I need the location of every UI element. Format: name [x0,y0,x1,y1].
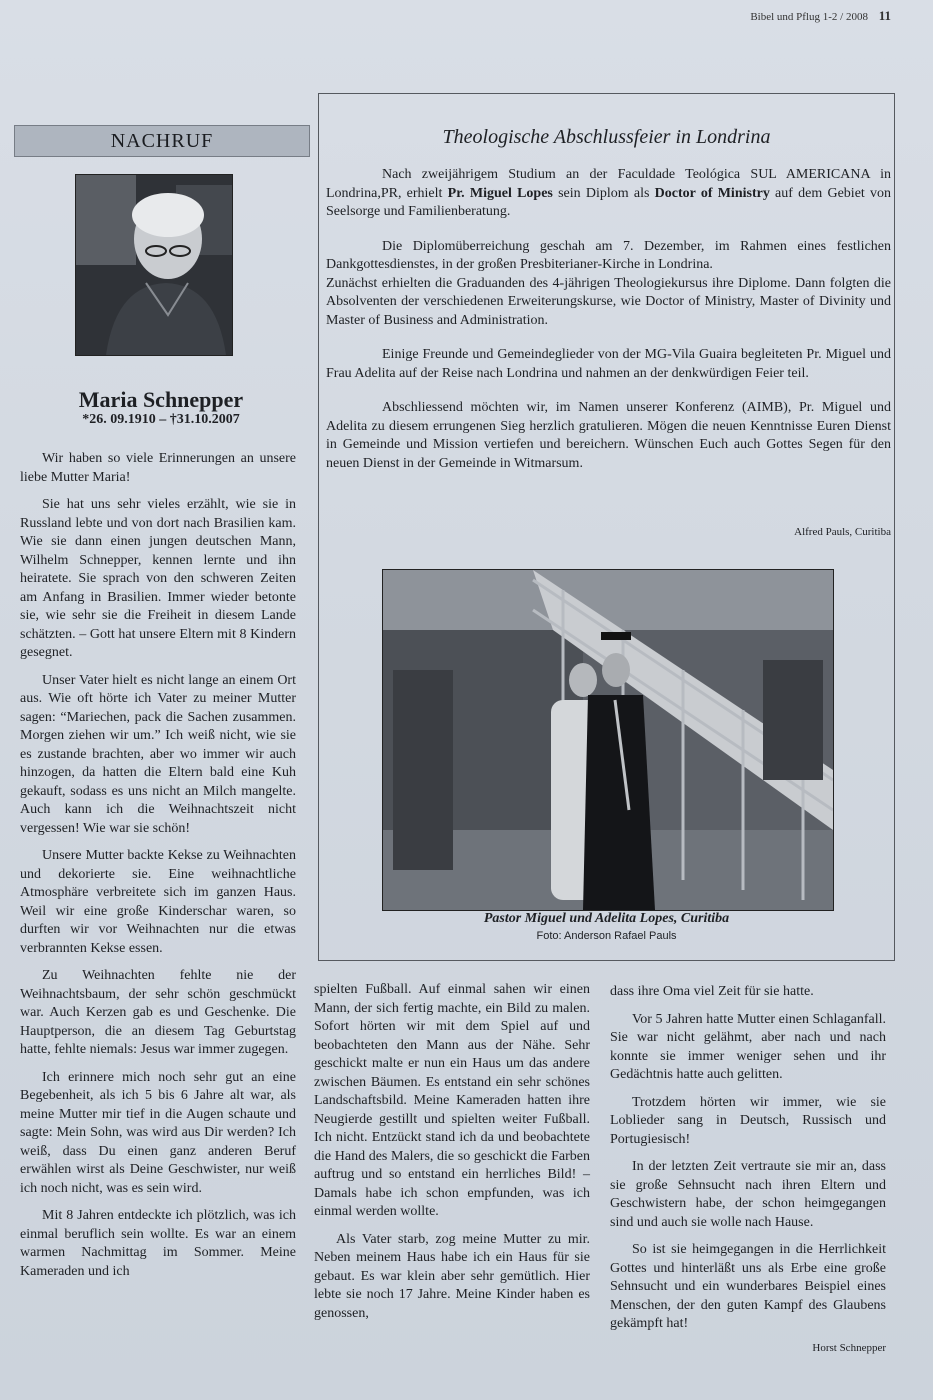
paragraph: Als Vater starb, zog meine Mutter zu mir. Neben meinem Haus habe ich ein Haus für sie gebaut. Es war klein aber sehr gemütlich. Hier lebte sie noch 17 Jahre. Meine Kinder haben es genossen, [314,1231,590,1321]
paragraph: Abschliessend möchten wir, im Namen unserer Konferenz (AIMB), Pr. Miguel und Adelita zu diesem errungenen Sieg herzlich gratulieren. Mögen die neuen Kenntnisse Euren Dienst in Gemeinde und Mission vertiefen und bereichern. Wünschen Euch auch Gottes Segen für den neuen Dienst in der Gemeinde in Witmarsum. [326,400,891,471]
obituary-column-3 [610,983,886,1357]
paragraph: spielten Fußball. Auf einmal sahen wir einen Mann, der sich fertig machte, ein Bild zu malen. Sofort hörten wir mit dem Spiel auf und beobachteten den Mann aus der Nähe. Sehr geschickt malte er nun ein Haus um das andere zwischen Bäumen. Es entstand ein sehr schönes Landschaftsbild. Meine Kameraden hatten ihre Neugierde gestillt und spielten weiter Fußball. Ich nicht. Entzückt stand ich da und beobachtete die Hand des Malers, die so geschickt die Farben auftrug und so entstand ein herrliches Bild! – Damals habe ich schon empfunden, was ich einmal werden wollte. [314,982,590,1219]
obituary-signature: Horst Schnepper [812,1341,886,1354]
paragraph: Einige Freunde und Gemeindeglieder von der MG-Vila Guaira begleiteten Pr. Miguel und Frau Adelita auf der Reise nach Londrina und nahmen an der denkwürdigen Feier teil. [326,347,891,381]
paragraph: Wir haben so viele Erinnerungen an unsere liebe Mutter Maria! [20,451,296,485]
paragraph: Vor 5 Jahren hatte Mutter einen Schlaganfall. Sie war nicht gelähmt, aber nach und nach konnte sie immer weniger sehen und ihr Gedächtnis hatte auch gelitten. [610,1011,886,1082]
deceased-name: Maria Schnepper [78,387,244,412]
graduation-photo [382,569,834,911]
portrait-photo [75,174,233,356]
article-author: Alfred Pauls, Curitiba [794,526,891,538]
graduate-name: Pr. Miguel Lopes [447,185,553,201]
paragraph: In der letzten Zeit vertraute sie mir an, dass sie große Sehnsucht nach ihren Eltern und Geschwistern habe, der schon heimgegangen sind und auch sie wolle nach Hause. [610,1159,886,1230]
paragraph: Zu Weihnachten fehlte nie der Weihnachtsbaum, der sehr schön geschmückt war. Auch Kerzen gab es und Geschenke. Die Hauptperson, die an diesem Tag Geburtstag hatte, fehlte niemals: Jesus war immer zugegen. [20,968,296,1057]
paragraph [326,166,891,222]
text-run: auf dem Gebiet von Seelsorge und Familienberatung. [326,185,892,219]
page-number: 11 [878,8,891,23]
paragraph: Die Diplomüberreichung geschah am 7. Dezember, im Rahmen eines festlichen Dankgottesdienstes, in der großen Presbiterianer-Kirche in Londrina. [326,238,891,272]
obituary-label: NACHRUF [14,125,310,157]
publication-info: Bibel und Pflug 1-2 / 2008 [750,11,868,23]
photo-credit: Foto: Anderson Rafael Pauls [536,930,677,942]
paragraph: Ich erinnere mich noch sehr gut an eine Begebenheit, als ich 5 bis 6 Jahre alt war, als meine Mutter mir tief in die Augen schaute und sagte: Mein Sohn, was wird aus Dir werden? Ich weiß, dass Du einen ganz anderen Beruf erwählen wirst als Deine Geschwister, nur weiß ich noch nicht, was es sein wird. [20,1069,296,1196]
paragraph: Mit 8 Jahren entdeckte ich plötzlich, was ich einmal beruflich sein wollte. Es war an einem warmen Nachmittag im Sommer. Meine Kameraden und ich [20,1208,296,1279]
running-header [750,8,891,24]
obituary-column-1 [20,450,296,1290]
paragraph: Zunächst erhielten die Graduanden des 4-jährigen Theologiekursus ihre Diplome. Dann folgten die Absolventen der verschiedenen Erweiterungskurse, wie Doctor of Ministry, Master of Divinity und Master of Business and Administration. [326,275,891,328]
text-run: Nach zweijährigem Studium an der Faculdade Teológica SUL AMERICANA in Londrina,PR, erhielt [326,167,891,201]
article-title: Theologische Abschlussfeier in Londrina [442,126,771,148]
article-body [326,166,891,489]
paragraph: Unser Vater hielt es nicht lange an einem Ort aus. Wie oft hörte ich Vater zu meiner Mutter sagen: “Mariechen, pack die Sachen zusammen. Morgen ziehen wir um.” Ich weiß nicht, wie sie es zustande brachten, aber wo immer wir auch hinzogen, da hatten die Eltern bald eine Kuh gekauft, sodass es uns nicht an Milch mangelte. Auch kann ich die Weihnachtszeit nicht vergessen! Wie war sie schön! [20,672,296,836]
graduation-article [318,93,895,961]
paragraph: Unsere Mutter backte Kekse zu Weihnachten und dekorierte sie. Eine weihnachtliche Atmosphäre verbreitete sich im ganzen Haus. Weil wir eine große Kinderschar waren, so durften wir vor Weihnachten nur die etwas verbrannten Kekse essen. [20,848,296,956]
text-run: sein Diplom als [552,185,655,201]
paragraph: Trotzdem hörten wir immer, wie sie Loblieder sang in Deutsch, Russisch und Portugiesisch! [610,1094,886,1147]
obituary-column-2 [314,981,590,1332]
photo-caption: Pastor Miguel und Adelita Lopes, Curitiba [483,911,730,926]
paragraph: dass ihre Oma viel Zeit für sie hatte. [610,984,814,999]
paragraph: So ist sie heimgegangen in die Herrlichkeit Gottes und hinterläßt uns als Erbe eine große Sehnsucht und ein wunderbares Beispiel eines Menschen, der den guten Kampf des Glaubens gekämpft hat! [610,1242,886,1331]
life-dates: *26. 09.1910 – †31.10.2007 [82,412,240,427]
paragraph: Sie hat uns sehr vieles erzählt, wie sie in Russland lebte und von dort nach Brasilien kam. Wie sie dann einen jungen deutschen Mann, Wilhelm Schnepper, kennen lernte und ihn heiratete. Sie sprach von den schweren Zeiten am Anfang in Brasilien. Immer wieder betonte sie, wie sehr sie die Freiheit in diesem Lande schätzten. – Gott hat unsere Eltern mit 8 Kindern gesegnet. [20,497,296,660]
degree-name: Doctor of Ministry [654,185,770,201]
